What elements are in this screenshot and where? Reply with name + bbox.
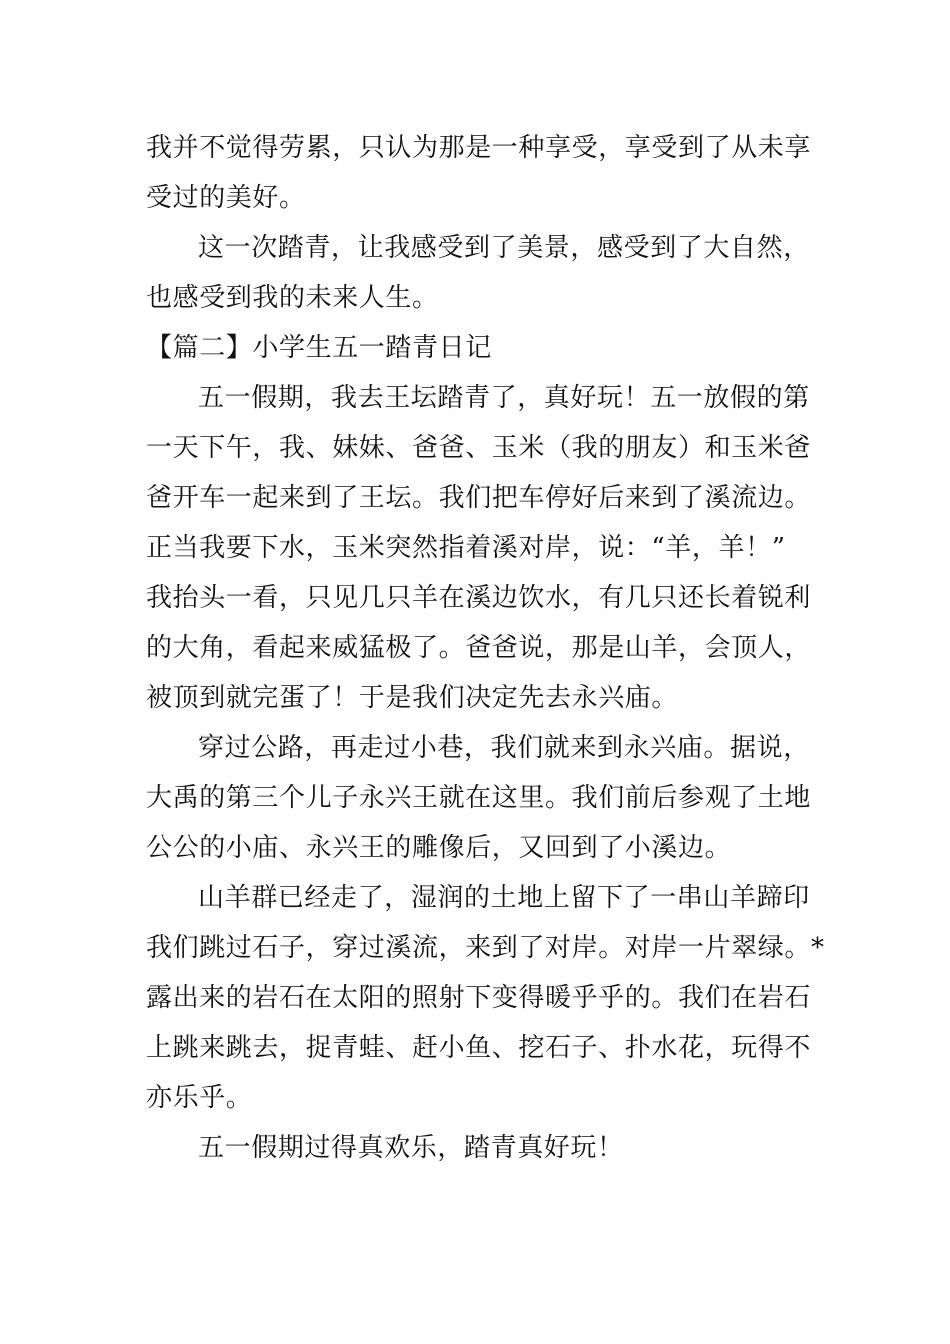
paragraph-line: 我并不觉得劳累，只认为那是一种享受，享受到了从未享 [146,133,812,163]
paragraph-line: 的大角，看起来威猛极了。爸爸说，那是山羊，会顶人， [146,633,812,663]
section-heading: 【篇二】小学生五一踏青日记 [146,333,492,363]
paragraph-line: 也感受到我的未来人生。 [146,283,439,313]
paragraph-line: 受过的美好。 [146,183,306,213]
paragraph-line: 露出来的岩石在太阳的照射下变得暖乎乎的。我们在岩石 [146,983,812,1013]
paragraph-line: 被顶到就完蛋了！于是我们决定先去永兴庙。 [146,683,679,713]
paragraph-line: 大禹的第三个儿子永兴王就在这里。我们前后参观了土地 [146,783,812,813]
paragraph-line: 这一次踏青，让我感受到了美景，感受到了大自然， [198,233,810,263]
paragraph-line: 爸开车一起来到了王坛。我们把车停好后来到了溪流边。 [146,483,812,513]
paragraph-line: 山羊群已经走了，湿润的土地上留下了一串山羊蹄印 [198,883,810,913]
paragraph-line: 亦乐乎。 [146,1083,253,1113]
paragraph-line: 五一假期过得真欢乐，踏青真好玩！ [198,1133,624,1163]
paragraph-line: 我们跳过石子，穿过溪流，来到了对岸。对岸一片翠绿。* [146,933,825,963]
paragraph-line: 上跳来跳去，捉青蛙、赶小鱼、挖石子、扑水花，玩得不 [146,1033,812,1063]
paragraph-line: 我抬头一看，只见几只羊在溪边饮水，有几只还长着锐利 [146,583,812,613]
paragraph-line: 一天下午，我、妹妹、爸爸、玉米（我的朋友）和玉米爸 [146,433,812,463]
paragraph-line: 五一假期，我去王坛踏青了，真好玩！五一放假的第 [198,383,810,413]
paragraph-line: 穿过公路，再走过小巷，我们就来到永兴庙。据说， [198,733,810,763]
paragraph-line: 正当我要下水，玉米突然指着溪对岸，说：“羊，羊！” [146,533,786,563]
paragraph-line: 公公的小庙、永兴王的雕像后，又回到了小溪边。 [146,833,732,863]
